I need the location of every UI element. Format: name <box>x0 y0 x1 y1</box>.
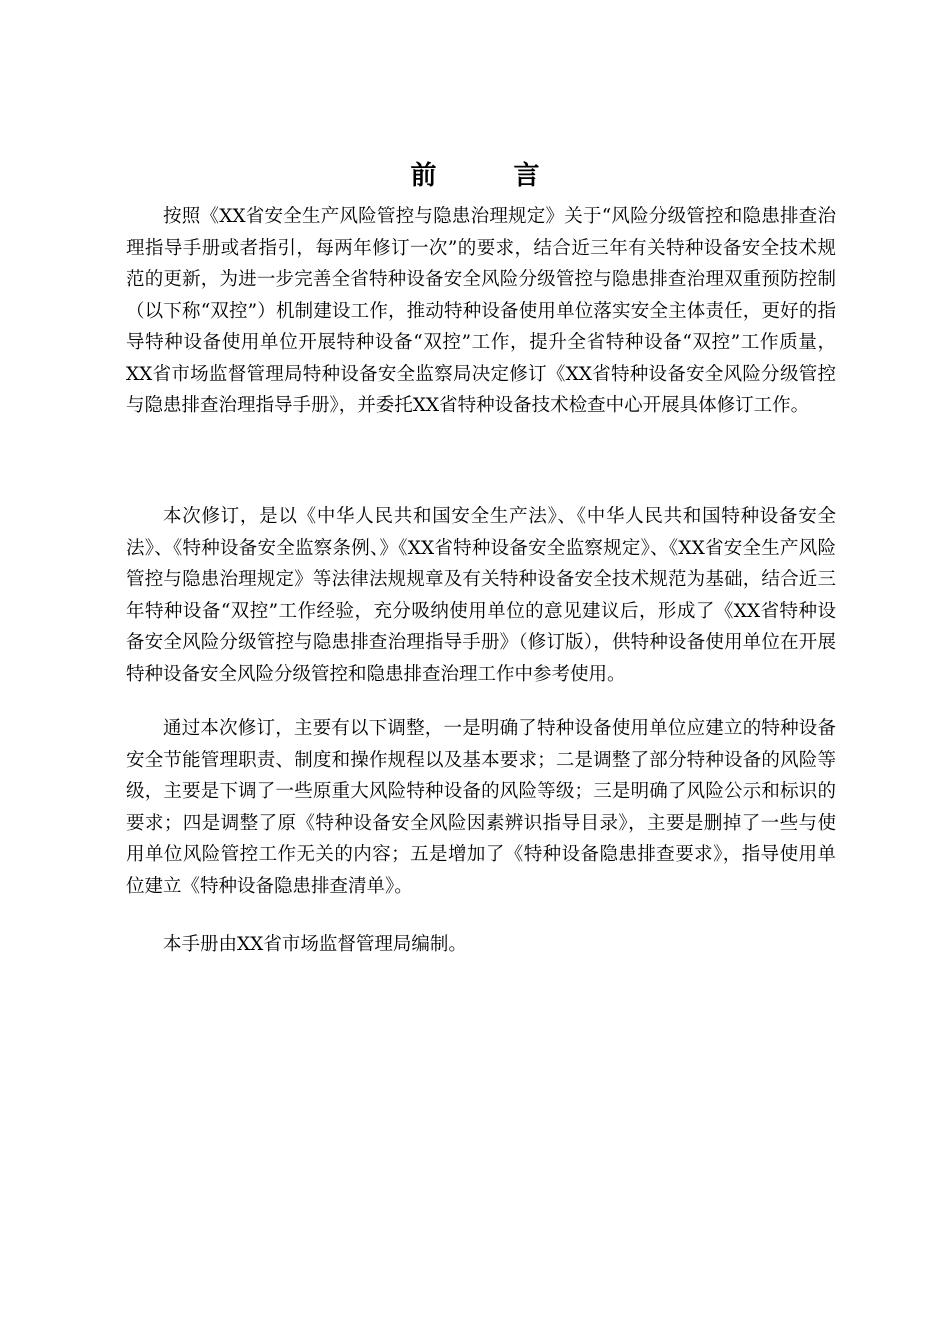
paragraph-text: 本手册由XX省市场监督管理局编制。 <box>163 934 467 955</box>
paragraph-2 <box>126 501 836 690</box>
paragraph-4 <box>126 929 836 961</box>
paragraph-text: 本次修订，是以《中华人民共和国安全生产法》、《中华人民共和国特种设备安全法》、《特种设备安全监察条例、》《XX省特种设备安全监察规定》、《XX省安全生产风险管控与隐患治理规定》等法律法规规章及有关特种设备安全技术规范为基础，结合近三年特种设备“双控”工作经验，充分吸纳使用单位的意见建议后，形成了《XX省特种设备安全风险分级管控与隐患排查治理指导手册》（修订版），供特种设备使用单位在开展特种设备安全风险分级管控和隐患排查治理工作中参考使用。 <box>126 506 836 685</box>
paragraph-text: 按照《XX省安全生产风险管控与隐患治理规定》关于“风险分级管控和隐患排查治理指导手册或者指引，每两年修订一次”的要求，结合近三年有关特种设备安全技术规范的更新，为进一步完善全省特种设备安全风险分级管控与隐患排查治理双重预防控制（以下称“双控”）机制建设工作，推动特种设备使用单位落实安全主体责任，更好的指导特种设备使用单位开展特种设备“双控”工作，提升全省特种设备“双控”工作质量，XX省市场监督管理局特种设备安全监察局决定修订《XX省特种设备安全风险分级管控与隐患排查治理指导手册》，并委托XX省特种设备技术检查中心开展具体修订工作。 <box>126 206 836 416</box>
paragraph-3 <box>126 713 836 902</box>
page-title: 前 言 <box>410 161 574 191</box>
paragraph-text: 通过本次修订，主要有以下调整，一是明确了特种设备使用单位应建立的特种设备安全节能管理职责、制度和操作规程以及基本要求；二是调整了部分特种设备的风险等级，主要是下调了一些原重大风险特种设备的风险等级；三是明确了风险公示和标识的要求；四是调整了原《特种设备安全风险因素辨识指导目录》，主要是删掉了一些与使用单位风险管控工作无关的内容；五是增加了《特种设备隐患排查要求》，指导使用单位建立《特种设备隐患排查清单》。 <box>126 718 836 897</box>
paragraph-1 <box>126 201 836 422</box>
